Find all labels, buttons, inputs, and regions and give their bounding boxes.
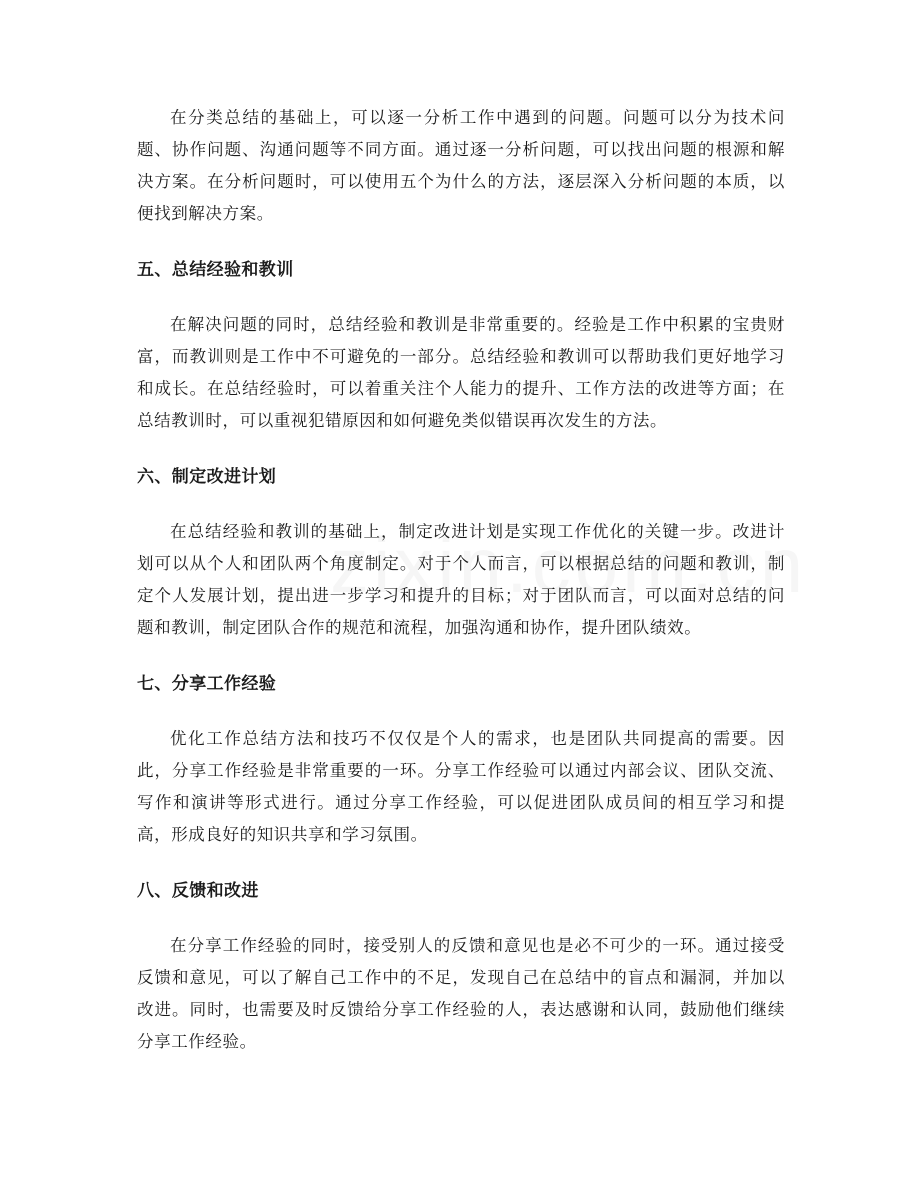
document-body	[137, 102, 785, 1058]
section-heading-8: 八、反馈和改进	[137, 881, 259, 901]
section-heading-6: 六、制定改进计划	[137, 467, 277, 487]
section-paragraph-7: 优化工作总结方法和技巧不仅仅是个人的需求，也是团队共同提高的需要。因此，分享工作经验是非常重要的一环。分享工作经验可以通过内部会议、团队交流、写作和演讲等形式进行。通过分享工作经验，可以促进团队成员间的相互学习和提高，形成良好的知识共享和学习氛围。	[137, 729, 785, 844]
section-paragraph-8: 在分享工作经验的同时，接受别人的反馈和意见也是必不可少的一环。通过接受反馈和意见，可以了解自己工作中的不足，发现自己在总结中的盲点和漏洞，并加以改进。同时，也需要及时反馈给分享工作经验的人，表达感谢和认同，鼓励他们继续分享工作经验。	[137, 936, 785, 1051]
section-heading-7: 七、分享工作经验	[137, 674, 277, 694]
section-paragraph-6: 在总结经验和教训的基础上，制定改进计划是实现工作优化的关键一步。改进计划可以从个人和团队两个角度制定。对于个人而言，可以根据总结的问题和教训，制定个人发展计划，提出进一步学习和提升的目标；对于团队而言，可以面对总结的问题和教训，制定团队合作的规范和流程，加强沟通和协作，提升团队绩效。	[137, 522, 785, 637]
section-heading-5: 五、总结经验和教训	[137, 260, 294, 280]
section-paragraph-5: 在解决问题的同时，总结经验和教训是非常重要的。经验是工作中积累的宝贵财富，而教训则是工作中不可避免的一部分。总结经验和教训可以帮助我们更好地学习和成长。在总结经验时，可以着重关注个人能力的提升、工作方法的改进等方面；在总结教训时，可以重视犯错原因和如何避免类似错误再次发生的方法。	[137, 315, 785, 430]
intro-paragraph: 在分类总结的基础上，可以逐一分析工作中遇到的问题。问题可以分为技术问题、协作问题、沟通问题等不同方面。通过逐一分析问题，可以找出问题的根源和解决方案。在分析问题时，可以使用五个为什么的方法，逐层深入分析问题的本质，以便找到解决方案。	[137, 108, 785, 223]
